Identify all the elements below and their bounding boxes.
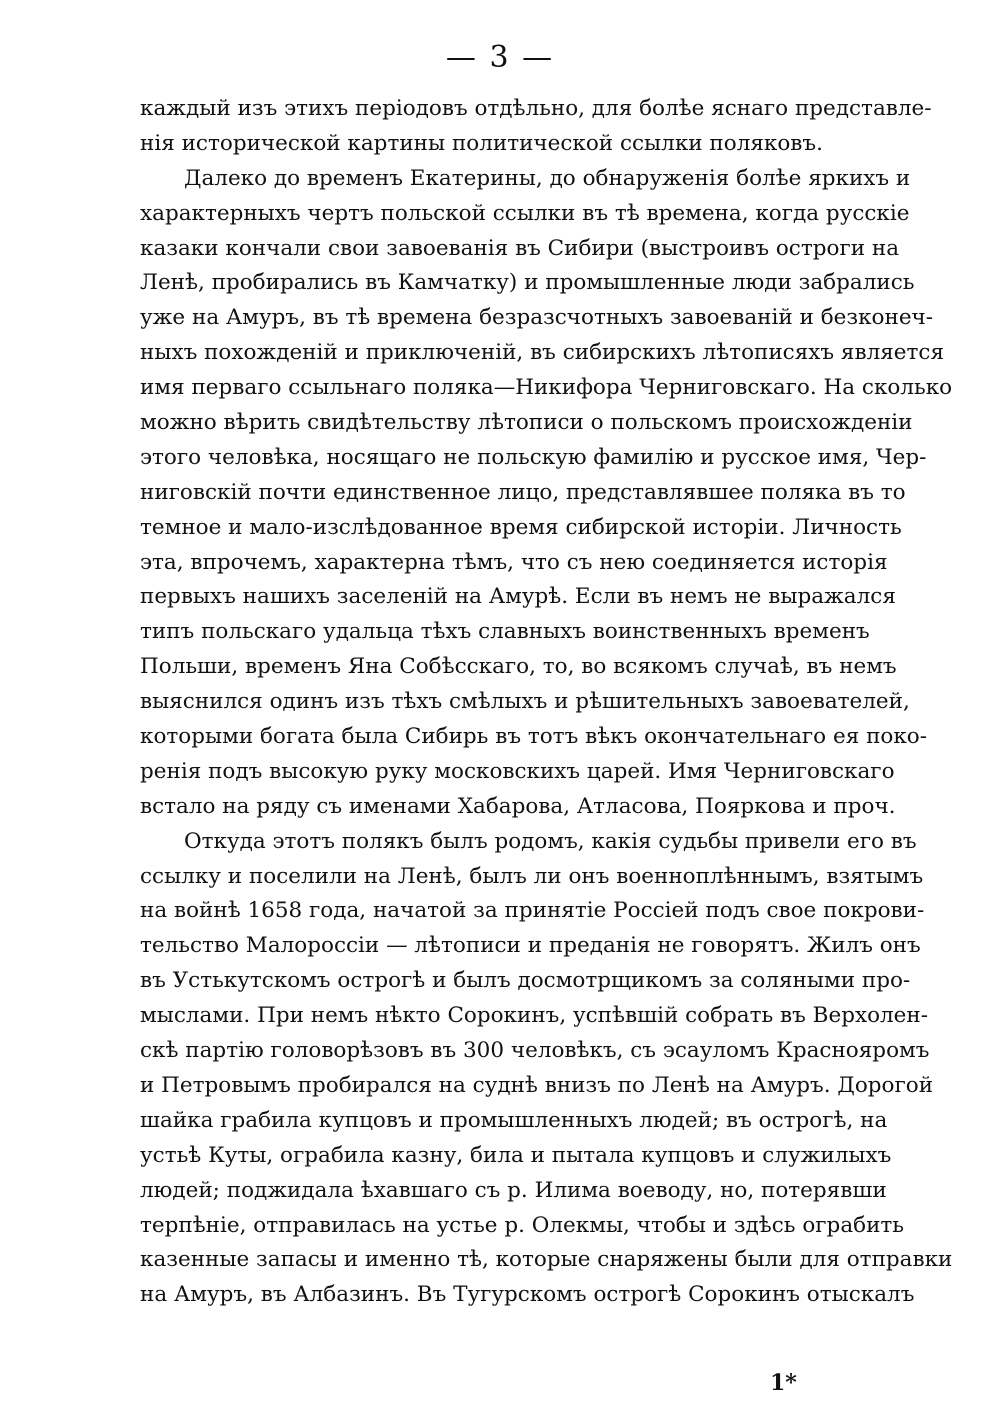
text-line: терпѣніе, отправилась на устье р. Олекмы, чтобы и здѣсь ограбить bbox=[140, 1212, 905, 1238]
text-line: устьѣ Куты, ограбила казну, била и пытала купцовъ и служилыхъ bbox=[140, 1142, 892, 1168]
text-line: на войнѣ 1658 года, начатой за принятіе Россіей подъ свое покрови- bbox=[140, 898, 925, 924]
text-line: мыслами. При немъ нѣкто Сорокинъ, успѣвшій собрать въ Верхолен- bbox=[140, 1003, 929, 1029]
text-line: темное и мало-изслѣдованное время сибирской исторіи. Личность bbox=[140, 514, 902, 540]
page-number: — 3 — bbox=[445, 40, 555, 75]
text-line: которыми богата была Сибирь въ тотъ вѣкъ окончательнаго ея поко- bbox=[140, 724, 928, 750]
text-line: характерныхъ чертъ польской ссылки въ тѣ времена, когда русскіе bbox=[140, 200, 910, 226]
text-line: можно вѣрить свидѣтельству лѣтописи о польскомъ происхожденіи bbox=[140, 410, 913, 436]
text-line: Откуда этотъ полякъ былъ родомъ, какія судьбы привели его въ bbox=[184, 828, 917, 854]
text-line: эта, впрочемъ, характерна тѣмъ, что съ нею соединяется исторія bbox=[140, 549, 888, 575]
text-line: въ Устькутскомъ острогѣ и былъ досмотрщикомъ за соляными про- bbox=[140, 968, 911, 994]
text-line: ссылку и поселили на Ленѣ, былъ ли онъ военноплѣннымъ, взятымъ bbox=[140, 863, 924, 889]
body-text bbox=[140, 92, 953, 1313]
text-line: уже на Амуръ, въ тѣ времена безразсчотныхъ завоеваній и безконеч- bbox=[140, 305, 934, 331]
text-line: на Амуръ, въ Албазинъ. Въ Тугурскомъ острогѣ Сорокинъ отыскалъ bbox=[140, 1282, 915, 1308]
text-line: тельство Малороссіи — лѣтописи и преданія не говорятъ. Жилъ онъ bbox=[140, 933, 921, 959]
text-line: первыхъ нашихъ заселеній на Амурѣ. Если въ немъ не выражался bbox=[140, 584, 896, 610]
text-line: скѣ партію головорѣзовъ въ 300 человѣкъ, съ эсауломъ Краснояромъ bbox=[140, 1038, 930, 1064]
text-line: ренія подъ высокую руку московскихъ царей. Имя Черниговскаго bbox=[140, 758, 895, 784]
text-line: этого человѣка, носящаго не польскую фамилію и русское имя, Чер- bbox=[140, 444, 927, 470]
text-line: нія исторической картины политической ссылки поляковъ. bbox=[140, 130, 823, 156]
text-line: казенные запасы и именно тѣ, которые снаряжены были для отправки bbox=[140, 1247, 953, 1273]
text-line: ниговскій почти единственное лицо, представлявшее поляка въ то bbox=[140, 479, 906, 505]
text-line: встало на ряду съ именами Хабарова, Атласова, Пояркова и проч. bbox=[140, 793, 896, 819]
text-line: ныхъ похожденій и приключеній, въ сибирскихъ лѣтописяхъ является bbox=[140, 340, 945, 366]
signature-mark: 1* bbox=[770, 1370, 797, 1396]
text-line: каждый изъ этихъ періодовъ отдѣльно, для болѣе яснаго представле- bbox=[140, 96, 932, 121]
text-line: выяснился одинъ изъ тѣхъ смѣлыхъ и рѣшительныхъ завоевателей, bbox=[140, 689, 910, 715]
text-line: типъ польскаго удальца тѣхъ славныхъ воинственныхъ временъ bbox=[140, 619, 870, 645]
text-line: имя перваго ссыльнаго поляка—Никифора Черниговскаго. На сколько bbox=[140, 375, 953, 401]
text-line: казаки кончали свои завоеванія въ Сибири (выстроивъ остроги на bbox=[140, 235, 900, 261]
text-line: и Петровымъ пробирался на суднѣ внизъ по Ленѣ на Амуръ. Дорогой bbox=[140, 1072, 934, 1098]
text-line: Польши, временъ Яна Собѣсскаго, то, во всякомъ случаѣ, въ немъ bbox=[140, 654, 897, 680]
text-line: Далеко до временъ Екатерины, до обнаруженія болѣе яркихъ и bbox=[184, 165, 911, 191]
text-line: Ленѣ, пробирались въ Камчатку) и промышленные люди забрались bbox=[140, 270, 915, 296]
text-line: шайка грабила купцовъ и промышленныхъ людей; въ острогѣ, на bbox=[140, 1107, 888, 1133]
text-line: людей; поджидала ѣхавшаго съ р. Илима воеводу, но, потерявши bbox=[140, 1177, 887, 1203]
